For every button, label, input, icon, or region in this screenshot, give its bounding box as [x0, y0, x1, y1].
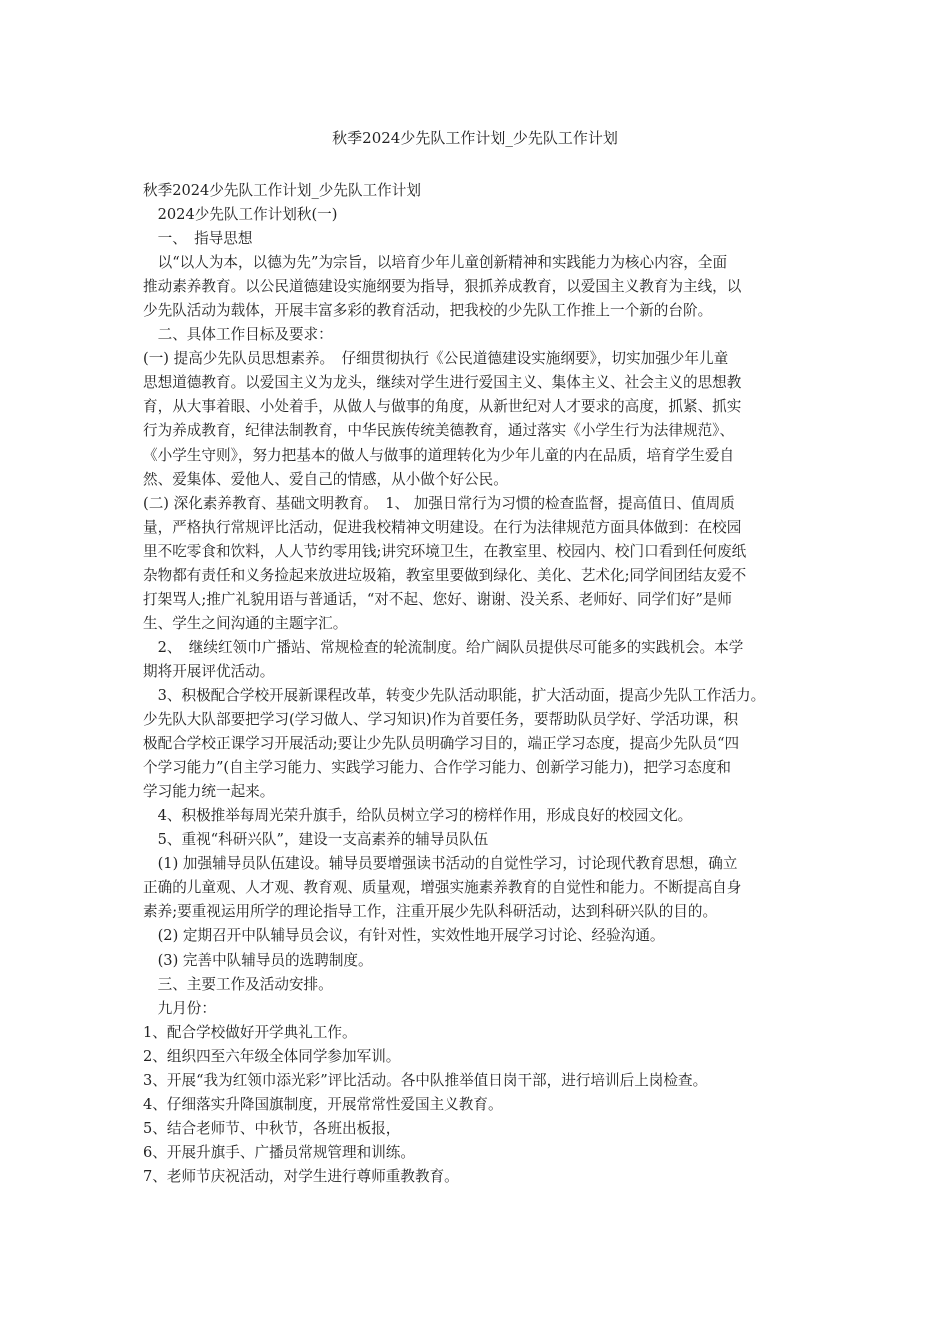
body-line: 素养;要重视运用所学的理论指导工作，注重开展少先队科研活动，达到科研兴队的目的。 — [143, 903, 718, 921]
body-line: (3) 完善中队辅导员的选聘制度。 — [143, 951, 373, 969]
body-line: 3、开展“我为红领巾添光彩”评比活动。各中队推举值日岗干部，进行培训后上岗检查。 — [143, 1071, 708, 1089]
body-line: 2024少先队工作计划秋(一) — [143, 206, 338, 224]
body-line: 6、开展升旗手、广播员常规管理和训练。 — [143, 1143, 415, 1161]
body-line: 量，严格执行常规评比活动，促进我校精神文明建设。在行为法律规范方面具体做到：在校园 — [143, 518, 742, 536]
body-line: 少先队大队部要把学习(学习做人、学习知识)作为首要任务，要帮助队员学好、学活功课，积 — [143, 711, 739, 729]
body-line: 5、重视“科研兴队”，建设一支高素养的辅导员队伍 — [143, 831, 489, 849]
body-line: 学习能力统一起来。 — [143, 783, 275, 801]
body-line: 思想道德教育。以爱国主义为龙头，继续对学生进行爱国主义、集体主义、社会主义的思想教 — [143, 374, 742, 392]
body-line: 期将开展评优活动。 — [143, 662, 275, 680]
body-line: 秋季2024少先队工作计划_少先队工作计划 — [143, 182, 421, 199]
body-line: (一) 提高少先队员思想素养。 仔细贯彻执行《公民道德建设实施纲要》，切实加强少年儿童 — [143, 350, 729, 368]
body-line: 《小学生守则》，努力把基本的做人与做事的道理转化为少年儿童的内在品质，培育学生爱自 — [143, 446, 735, 464]
body-line: 三、主要工作及活动安排。 — [143, 975, 333, 993]
body-line: 2、 继续红领巾广播站、常规检查的轮流制度。给广阔队员提供尽可能多的实践机会。本学 — [143, 638, 744, 656]
document-title: 秋季2024少先队工作计划_少先队工作计划 — [332, 129, 618, 147]
body-line: 推动素养教育。以公民道德建设实施纲要为指导，狠抓养成教育，以爱国主义教育为主线，以 — [143, 278, 742, 296]
body-line: 正确的儿童观、人才观、教育观、质量观，增强实施素养教育的自觉性和能力。不断提高自身 — [143, 879, 742, 897]
body-line: 4、仔细落实升降国旗制度，开展常常性爱国主义教育。 — [143, 1095, 503, 1113]
body-line: 1、配合学校做好开学典礼工作。 — [143, 1023, 357, 1041]
body-line: 2、组织四至六年级全体同学参加军训。 — [143, 1047, 401, 1065]
body-line: 里不吃零食和饮料，人人节约零用钱;讲究环境卫生，在教室里、校园内、校门口看到任何废纸 — [143, 542, 747, 560]
body-line: 7、老师节庆祝活动，对学生进行尊师重教教育。 — [143, 1167, 459, 1185]
body-line: 二、具体工作目标及要求： — [143, 326, 333, 344]
body-line: 5、结合老师节、中秋节，各班出板报， — [143, 1119, 401, 1137]
body-line: 生、学生之间沟通的主题字汇。 — [143, 614, 348, 632]
body-line: 极配合学校正课学习开展活动;要让少先队员明确学习目的，端正学习态度，提高少先队员“四 — [143, 735, 740, 753]
body-line: 个学习能力”(自主学习能力、实践学习能力、合作学习能力、创新学习能力)，把学习态度和 — [143, 759, 732, 777]
body-line: 杂物都有责任和义务捡起来放进垃圾箱，教室里要做到绿化、美化、艺术化;同学间团结友爱不 — [143, 566, 747, 584]
body-line: 九月份： — [143, 999, 216, 1017]
body-line: 打架骂人;推广礼貌用语与普通话，“对不起、您好、谢谢、没关系、老师好、同学们好”是师 — [143, 590, 732, 608]
document-body — [143, 179, 843, 1189]
body-line: 育，从大事着眼、小处着手，从做人与做事的角度，从新世纪对人才要求的高度，抓紧、抓实 — [143, 398, 742, 416]
body-line: 行为养成教育，纪律法制教育，中华民族传统美德教育，通过落实《小学生行为法律规范》、 — [143, 422, 735, 440]
body-line: 3、积极配合学校开展新课程改革，转变少先队活动职能，扩大活动面，提高少先队工作活力。 — [143, 686, 766, 704]
body-line: (二) 深化素养教育、基础文明教育。 1、 加强日常行为习惯的检查监督，提高值日、值周质 — [143, 494, 735, 512]
body-line: (2) 定期召开中队辅导员会议，有针对性，实效性地开展学习讨论、经验沟通。 — [143, 927, 665, 945]
body-line: 一、 指导思想 — [143, 230, 253, 248]
body-line: 以“以人为本，以德为先”为宗旨，以培育少年儿童创新精神和实践能力为核心内容，全面 — [143, 254, 728, 272]
body-line: 4、积极推举每周光荣升旗手，给队员树立学习的榜样作用，形成良好的校园文化。 — [143, 807, 693, 825]
body-line: (1) 加强辅导员队伍建设。辅导员要增强读书活动的自觉性学习，讨论现代教育思想，确立 — [143, 855, 738, 873]
body-line: 少先队活动为载体，开展丰富多彩的教育活动，把我校的少先队工作推上一个新的台阶。 — [143, 302, 713, 320]
body-line: 然、爱集体、爱他人、爱自己的情感，从小做个好公民。 — [143, 470, 508, 488]
